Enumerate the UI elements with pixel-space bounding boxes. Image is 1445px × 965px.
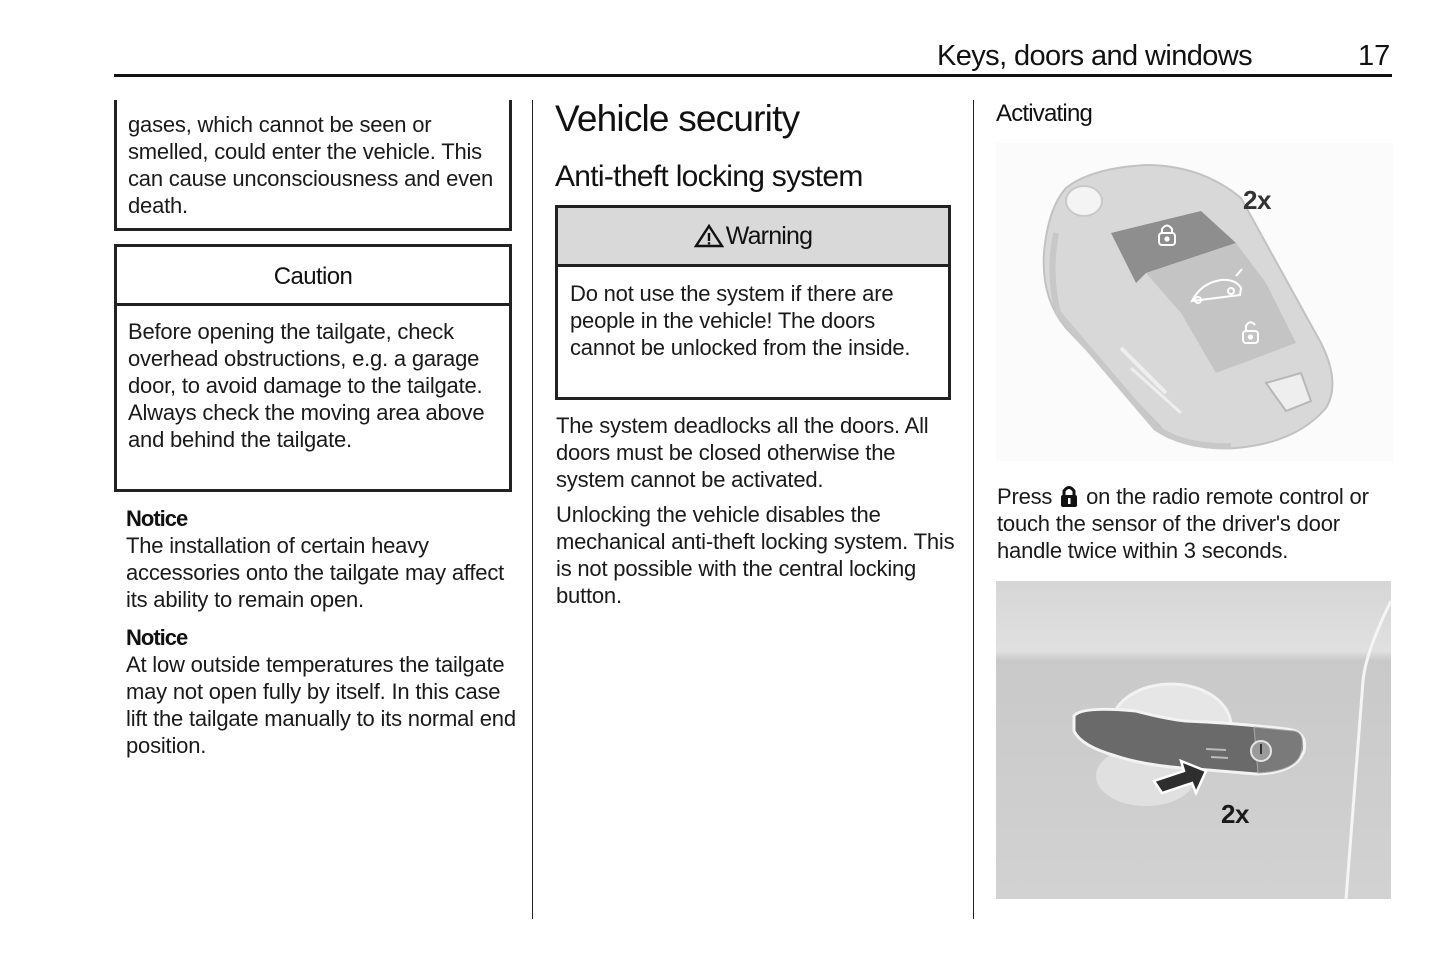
caution-text: Before opening the tailgate, check overhead obstructions, e.g. a garage door, to avoid damage to the tailgate. Always check the moving area above and behind the tailgate. (128, 319, 485, 452)
door-handle-illustration (996, 581, 1391, 899)
continued-warning-box (114, 100, 512, 231)
page-number: 17 (1358, 40, 1391, 72)
caution-box (114, 244, 512, 492)
warning-text: Do not use the system if there are people in the vehicle! The doors cannot be unlocked from the inside. (570, 281, 911, 360)
notice-title: Notice (126, 506, 188, 531)
notice-1 (126, 505, 516, 613)
column-divider-1 (532, 100, 533, 919)
warning-header (558, 208, 948, 267)
warning-box (555, 205, 951, 400)
header-rule (114, 74, 1392, 77)
caution-title: Caution (117, 247, 509, 306)
key-fob-illustration (996, 143, 1393, 461)
warning-triangle-icon (694, 224, 724, 248)
key-fob-figure (996, 143, 1393, 461)
door-handle-figure (996, 581, 1391, 899)
paragraph-deadlocks: The system deadlocks all the doors. All doors must be closed otherwise the system cannot be activated. (556, 413, 929, 492)
notice-text: The installation of certain heavy accessories onto the tailgate may affect its ability to remain open. (126, 533, 505, 612)
notice-text: At low outside temperatures the tailgate may not open fully by itself. In this case lift the tailgate manually to its normal end position. (126, 652, 516, 758)
activating-heading: Activating (996, 100, 1093, 127)
running-header-title: Keys, doors and windows (937, 40, 1253, 72)
key-press-count-label: 2x (1243, 185, 1271, 215)
column-divider-2 (973, 100, 974, 919)
notice-2 (126, 624, 516, 759)
lock-icon (1060, 485, 1078, 507)
paragraph-unlocking: Unlocking the vehicle disables the mechanical anti-theft locking system. This is not possible with the central locking button. (556, 502, 955, 608)
warning-title: Warning (725, 221, 813, 250)
subsection-heading: Anti-theft locking system (555, 160, 863, 193)
activation-instruction: Press on the radio remote control or touch the sensor of the driver's door handle twice within 3 seconds. (997, 484, 1369, 563)
continued-warning-text: gases, which cannot be seen or smelled, could enter the vehicle. This can cause unconsciousness and even death. (128, 112, 494, 218)
section-heading: Vehicle security (555, 98, 800, 139)
notice-title: Notice (126, 625, 188, 650)
door-press-count-label: 2x (1221, 799, 1249, 829)
